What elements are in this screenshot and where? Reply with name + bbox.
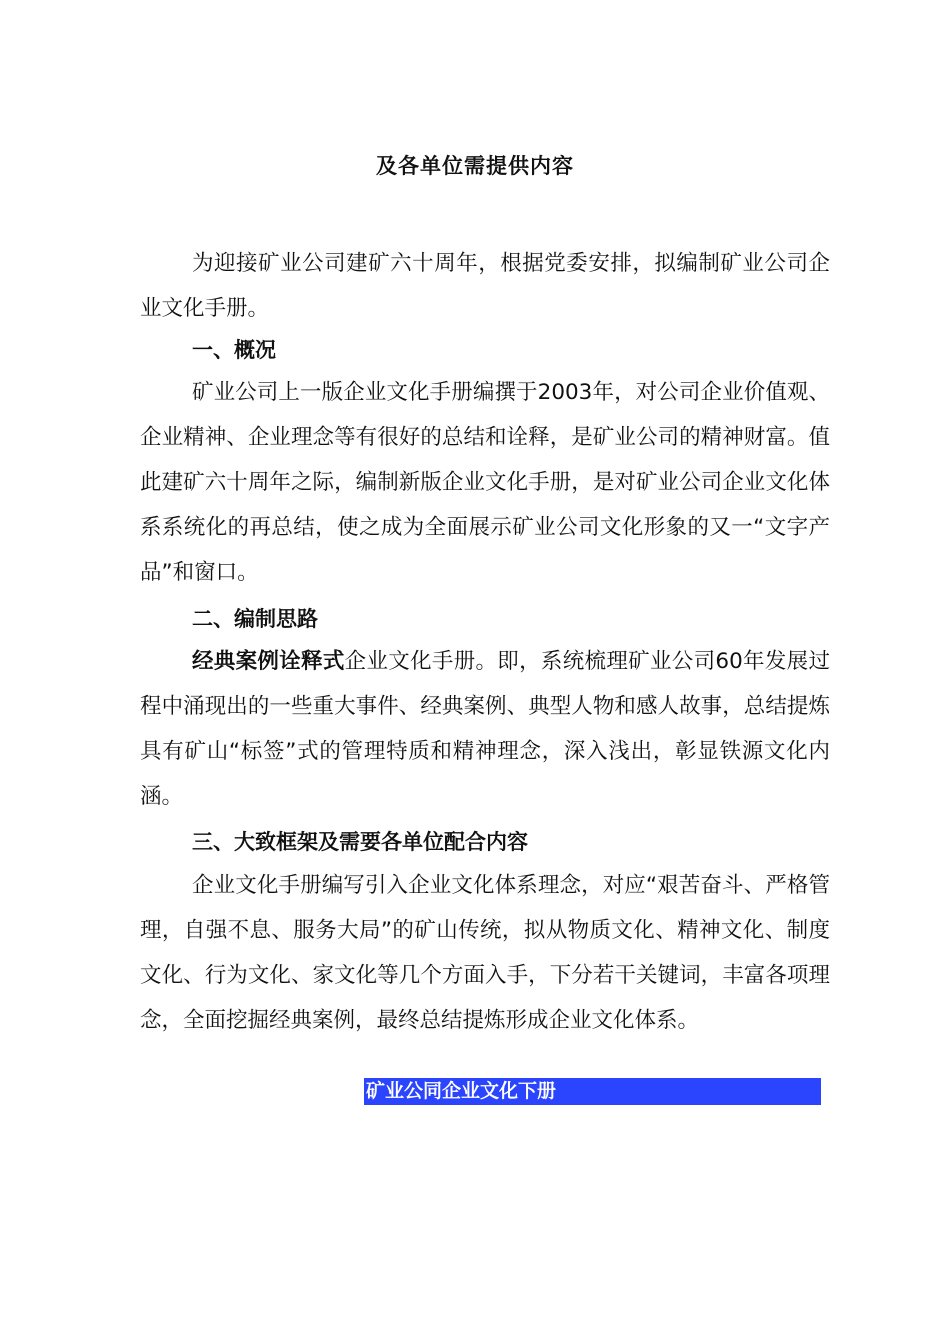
section1-body: 矿业公司上一版企业文化手册编撰于2003年，对公司企业价值观、企业精神、企业理念等有很好的总结和诠释，是矿业公司的精神财富。值此建矿六十周年之际，编制新版企业文化手册，是对矿业公司企业文化体系系统化的再总结，使之成为全面展示矿业公司文化形象的又一“文字产品”和窗口。 xyxy=(140,380,830,585)
section1-heading: 一、概况 xyxy=(192,338,276,362)
section3-body: 企业文化手册编写引入企业文化体系理念，对应“艰苦奋斗、严格管理，自强不息、服务大局”的矿山传统，拟从物质文化、精神文化、制度文化、行为文化、家文化等几个方面入手，下分若干关键词，丰富各项理念，全面挖掘经典案例，最终总结提炼形成企业文化体系。 xyxy=(140,873,830,1033)
section2-body xyxy=(140,639,830,819)
section3-heading: 三、大致框架及需要各单位配合内容 xyxy=(192,830,528,854)
document-title: 及各单位需提供内容 xyxy=(376,154,574,178)
highlighted-banner: 矿业公同企业文化下册 xyxy=(364,1078,821,1105)
section2-body-text: 企业文化手册。即，系统梳理矿业公司60年发展过程中涌现出的一些重大事件、经典案例、典型人物和感人故事，总结提炼具有矿山“标签”式的管理特质和精神理念，深入浅出，彰显铁源文化内涵。 xyxy=(140,649,830,809)
section2-heading: 二、编制思路 xyxy=(192,607,318,631)
intro-paragraph: 为迎接矿业公司建矿六十周年，根据党委安排，拟编制矿业公司企业文化手册。 xyxy=(140,251,830,321)
section2-lead-bold: 经典案例诠释式 xyxy=(192,649,345,674)
